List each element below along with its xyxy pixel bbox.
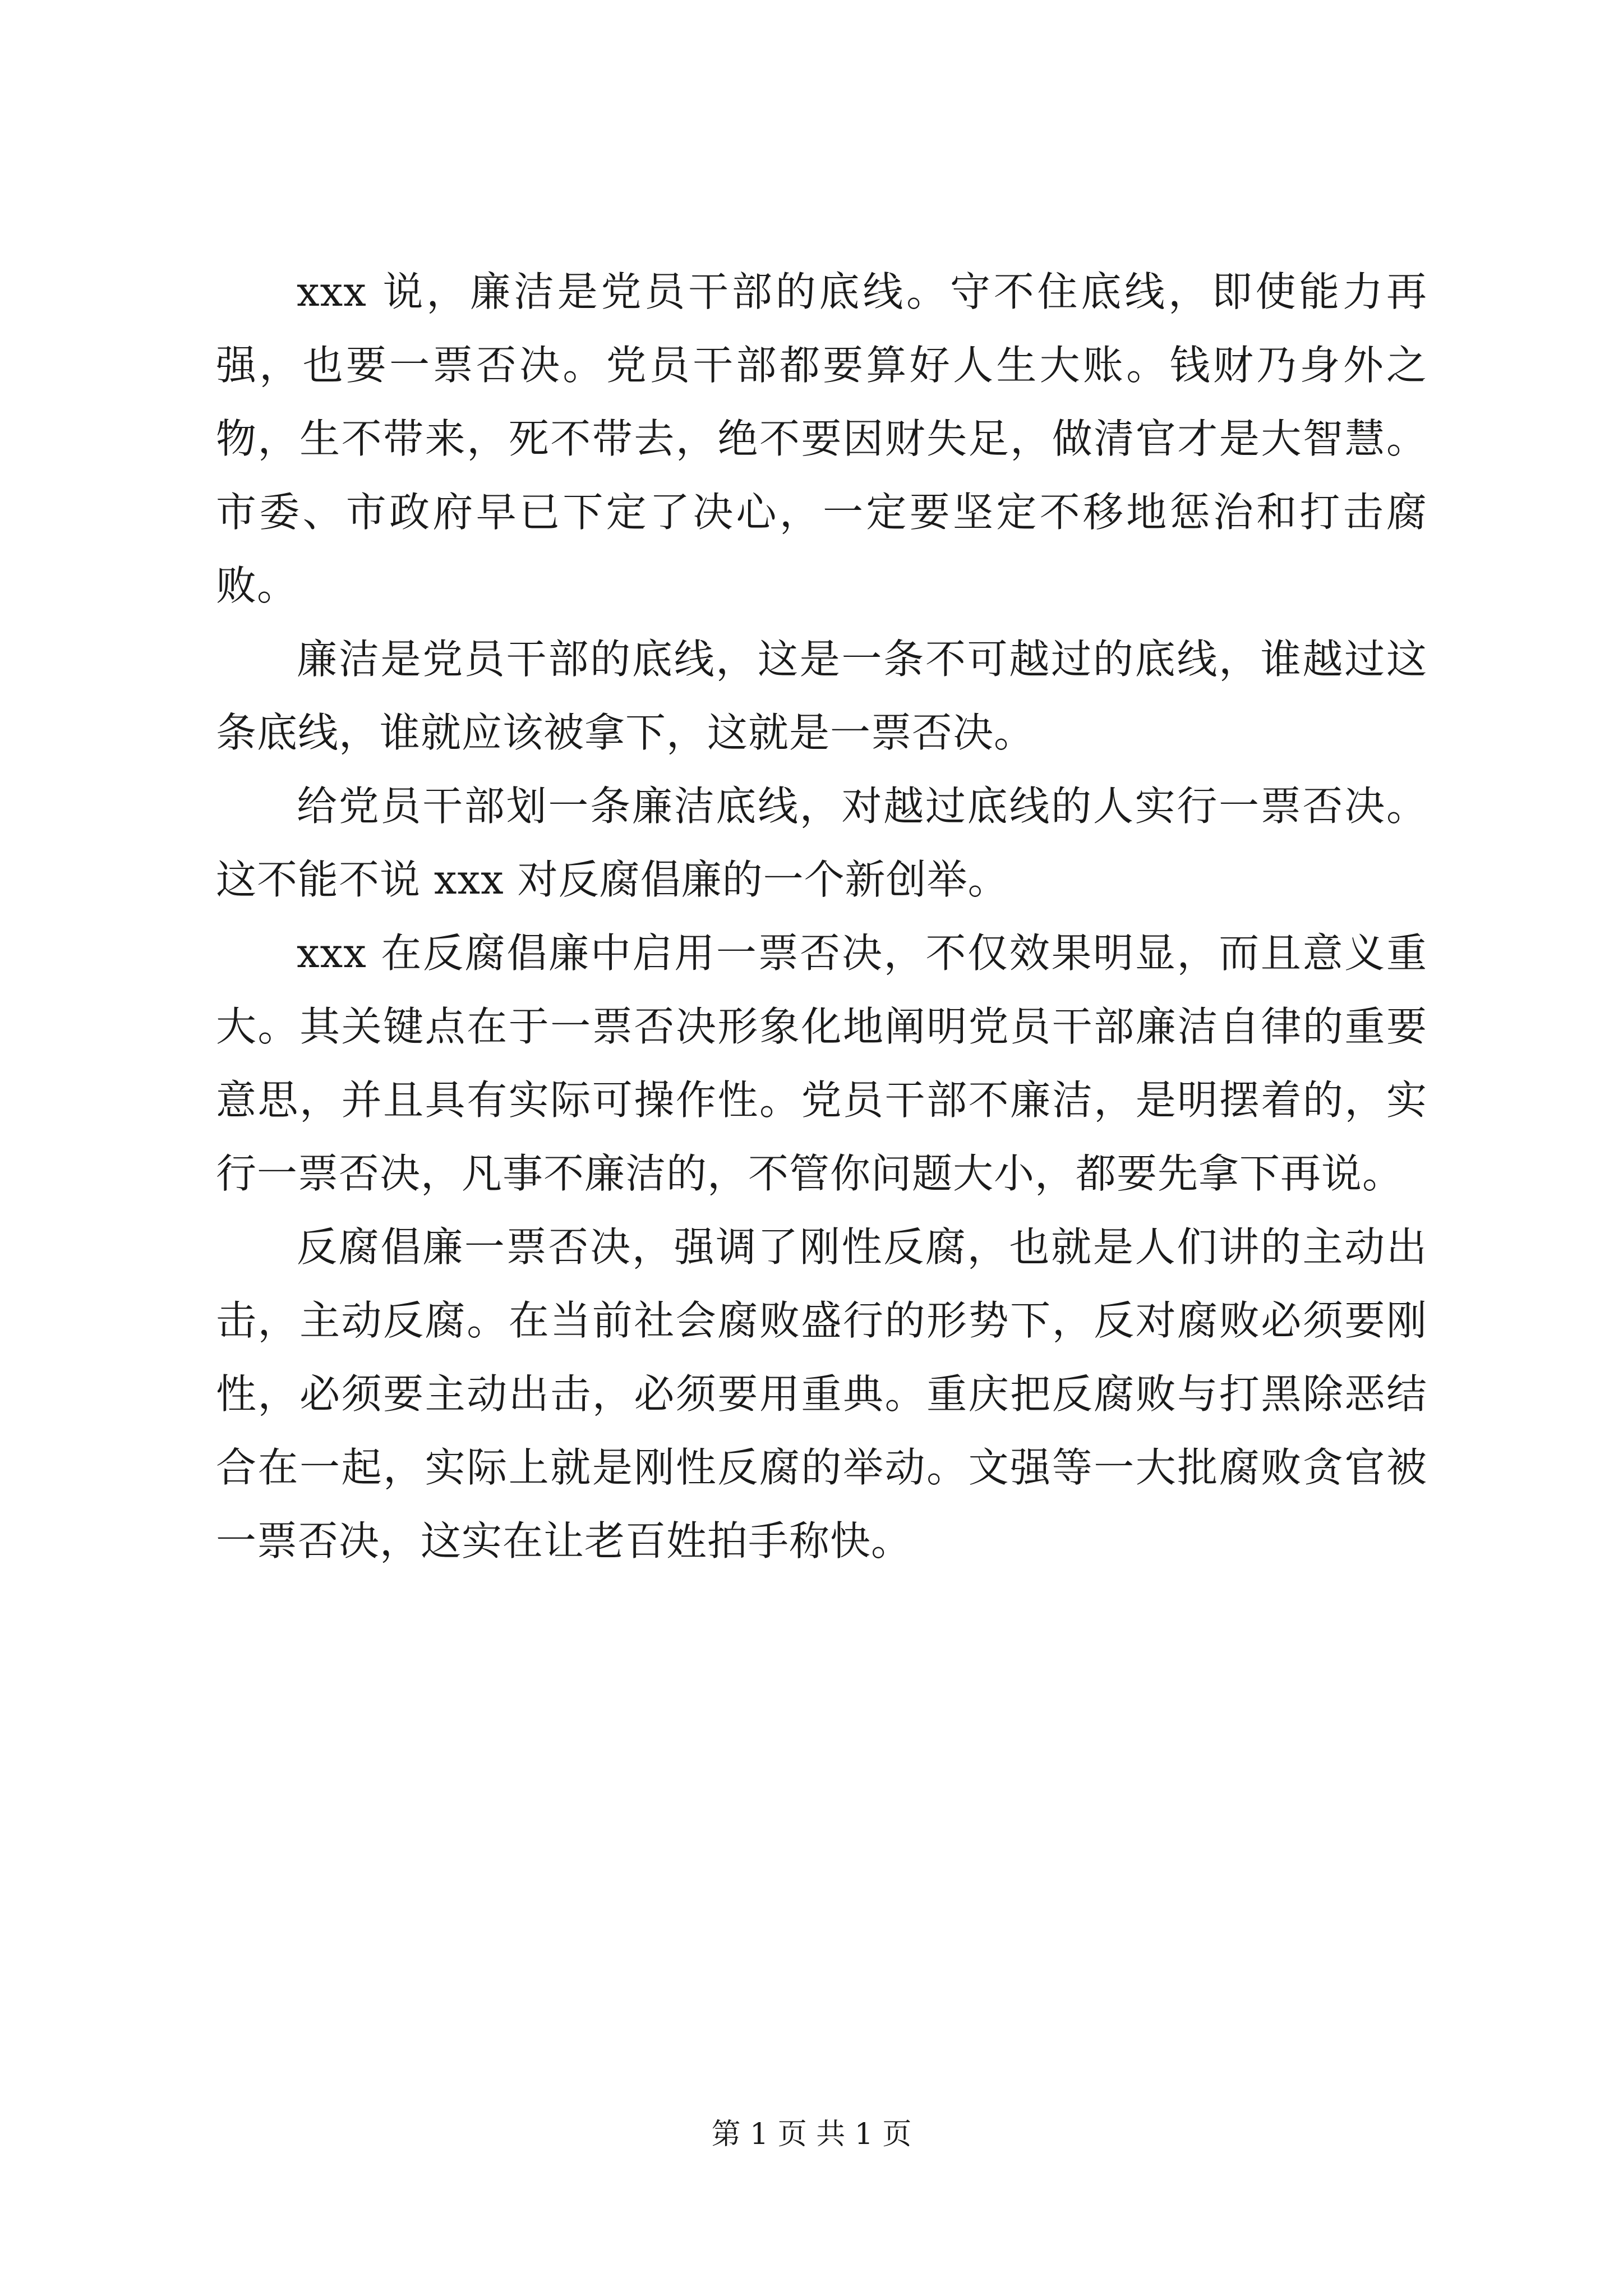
paragraph-3: 给党员干部划一条廉洁底线，对越过底线的人实行一票否决。这不能不说 xxx 对反腐倡廉的一个新创举。	[216, 783, 1427, 903]
paragraph-5: 反腐倡廉一票否决，强调了刚性反腐，也就是人们讲的主动出击，主动反腐。在当前社会腐败盛行的形势下，反对腐败必须要刚性，必须要主动出击，必须要用重典。重庆把反腐败与打黑除恶结合在一起，实际上就是刚性反腐的举动。文强等一大批腐败贪官被一票否决，这实在让老百姓拍手称快。	[216, 1223, 1427, 1565]
paragraph-1: xxx 说，廉洁是党员干部的底线。守不住底线，即使能力再强，也要一票否决。党员干部都要算好人生大账。钱财乃身外之物，生不带来，死不带去，绝不要因财失足，做清官才是大智慧。市委、市政府早已下定了决心，一定要坚定不移地惩治和打击腐败。	[216, 268, 1427, 609]
paragraph-4: xxx 在反腐倡廉中启用一票否决，不仅效果明显，而且意义重大。其关键点在于一票否决形象化地阐明党员干部廉洁自律的重要意思，并且具有实际可操作性。党员干部不廉洁，是明摆着的，实行一票否决，凡事不廉洁的，不管你问题大小，都要先拿下再说。	[216, 930, 1427, 1197]
document-body	[216, 255, 1427, 1578]
paragraph-2: 廉洁是党员干部的底线，这是一条不可越过的底线，谁越过这条底线，谁就应该被拿下，这就是一票否决。	[216, 636, 1427, 756]
page-footer: 第 1 页 共 1 页	[711, 2118, 912, 2151]
